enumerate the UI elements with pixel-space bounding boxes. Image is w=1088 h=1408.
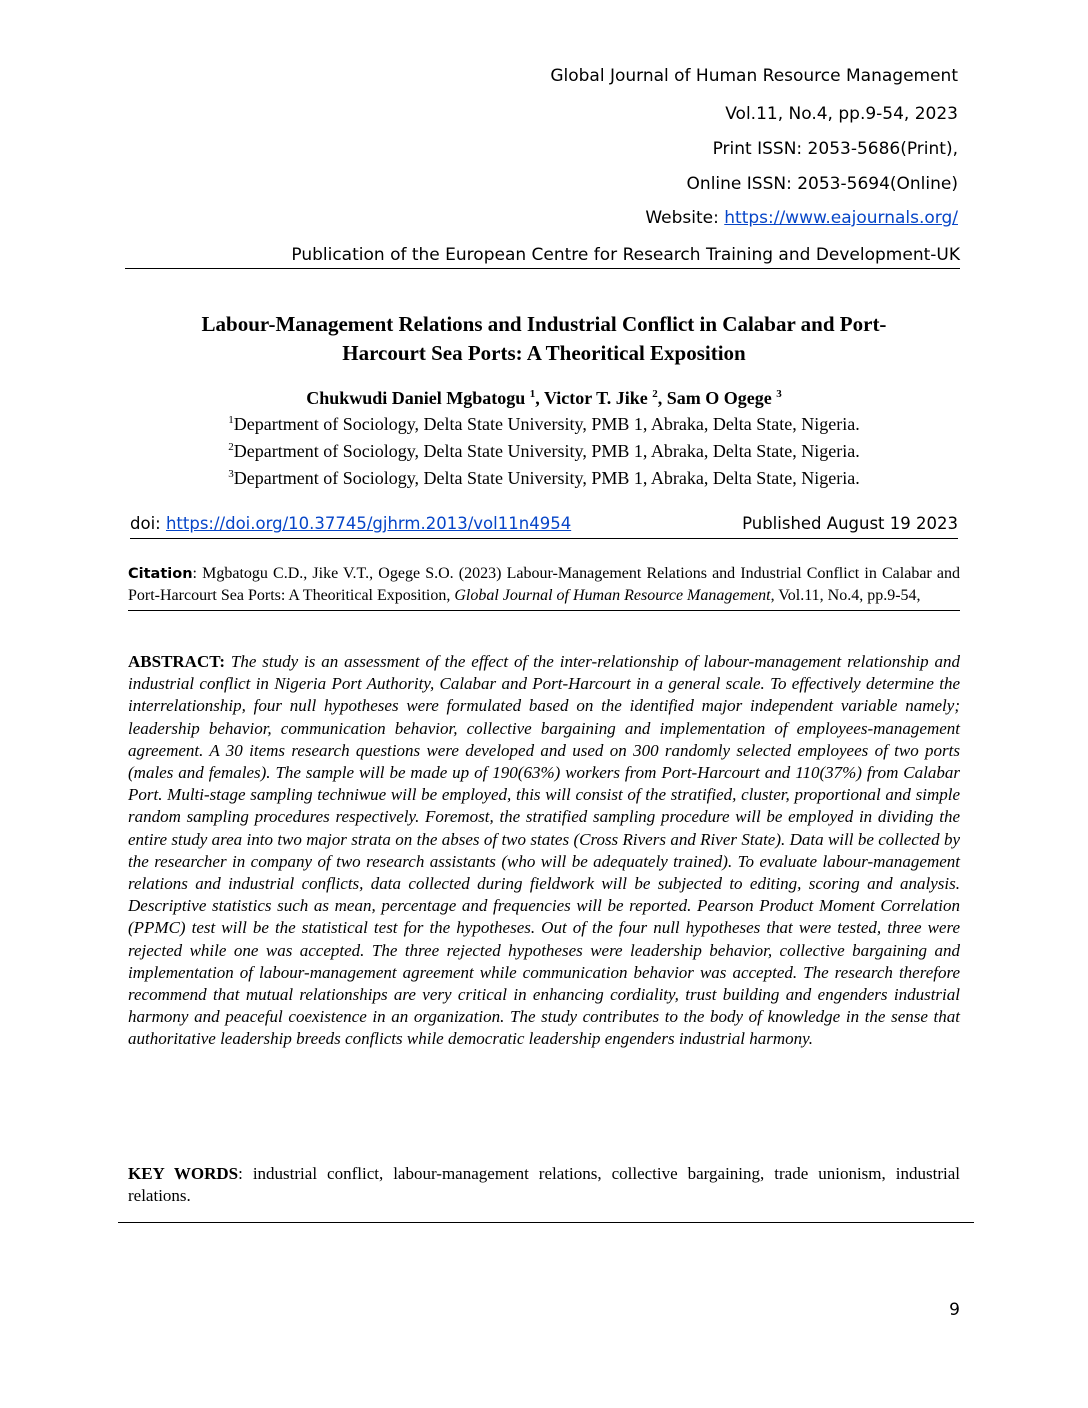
doi-line [130,514,571,533]
title-line-1: Labour-Management Relations and Industrial Conflict in Calabar and Port- [201,312,887,336]
abstract-label: ABSTRACT: [128,652,225,671]
article-title [110,310,978,368]
publisher-rule [125,242,960,269]
abstract-text: The study is an assessment of the effect of the inter-relationship of labour-management relationship and industrial conflict in Nigeria Port Authority, Calabar and Port-Harcourt in a general scale. To effectively determine the interrelationship, four null hypotheses were formulated based on the identified major independent variable namely; leadership behavior, communication behavior, collective bargaining and implementation of employees-management agreement. A 30 items research questions were developed and used on 300 randomly selected employees of two ports (males and females). The sample will be made up of 190(63%) workers from Port-Harcourt and 110(37%) from Calabar Port. Multi-stage sampling techniwue will be employed, this will consist of the stratified, cluster, proportional and simple random sampling procedures respectively. Foremost, the stratified sampling procedure will be employed in dividing the entire study area into two major strata on the abses of two states (Cross Rivers and River State). Data will be collected by the researcher in company of two research assistants (who will be adequately trained). To evaluate labour-management relations and industrial conflicts, data collected during fieldwork will be subjected to editing, scoring and analysis. Descriptive statistics such as mean, percentage and frequencies will be reported. Pearson Product Moment Correlation (PPMC) test will be the statistical test for the hypotheses. Out of the four null hypotheses that were tested, three were rejected while one was accepted. The three rejected hypotheses were leadership behavior, collective bargaining and implementation of labour-management agreement while communication behavior was accepted. The research therefore recommend that mutual relationships are very critical in enhancing cordiality, trust building and engenders industrial harmony and peaceful coexistence in an organization. The study contributes to the body of knowledge in the sense that authoritative leadership breeds conflicts while democratic leadership engenders industrial harmony. [128,652,960,1049]
section-divider [118,1222,974,1223]
citation-tail: , Vol.11, No.4, pp.9-54, [770,587,921,604]
author-superscript: 3 [776,388,782,400]
publisher-line: Publication of the European Centre for Research Training and Development-UK [291,245,960,265]
author-superscript: 2 [652,388,658,400]
journal-name: Global Journal of Human Resource Management [550,66,958,86]
website-link[interactable]: https://www.eajournals.org/ [724,208,958,228]
doi-row [130,512,958,539]
citation-text: : Mgbatogu C.D., Jike V.T., Ogege S.O. (2023) Labour-Management Relations and Industrial Conflict in Calabar and Port-Harcourt Sea Ports: A Theoritical Exposition, [128,565,960,604]
keywords [128,1163,960,1207]
website-label: Website: [645,208,725,228]
abstract [128,651,960,1051]
affiliation-1: $^1$Department of Sociology, Delta State University, PMB 1, Abraka, Delta State, Nigeria. [228,414,860,434]
author-name: , Victor T. Jike [535,388,653,408]
volume-info: Vol.11, No.4, pp.9-54, 2023 [725,104,958,124]
author-superscript: 1 [529,388,536,400]
author-name: , Sam O Ogege [657,388,777,408]
author-list [0,386,1088,410]
keywords-label: KEY WORDS [128,1164,239,1183]
citation-label: Citation [128,566,193,582]
citation-journal: Global Journal of Human Resource Management [454,587,771,604]
print-issn: Print ISSN: 2053-5686(Print), [712,139,958,159]
website-line [645,208,958,228]
page-number: 9 [949,1300,960,1320]
affiliation-3: $^3$Department of Sociology, Delta State University, PMB 1, Abraka, Delta State, Nigeria. [228,468,860,488]
affiliation-2: $^2$Department of Sociology, Delta State University, PMB 1, Abraka, Delta State, Nigeria. [228,441,860,461]
doi-label: doi: [130,514,166,533]
doi-link[interactable]: https://doi.org/10.37745/gjhrm.2013/vol11n4954 [165,514,572,533]
title-line-2: Harcourt Sea Ports: A Theoritical Exposition [342,341,746,365]
published-date: Published August 19 2023 [742,514,958,533]
keywords-text: : industrial conflict, labour-management relations, collective bargaining, trade unionism, industrial relations. [128,1164,960,1205]
online-issn: Online ISSN: 2053-5694(Online) [686,174,958,194]
author-name: Chukwudi Daniel Mgbatogu [306,388,530,408]
citation [128,563,960,611]
